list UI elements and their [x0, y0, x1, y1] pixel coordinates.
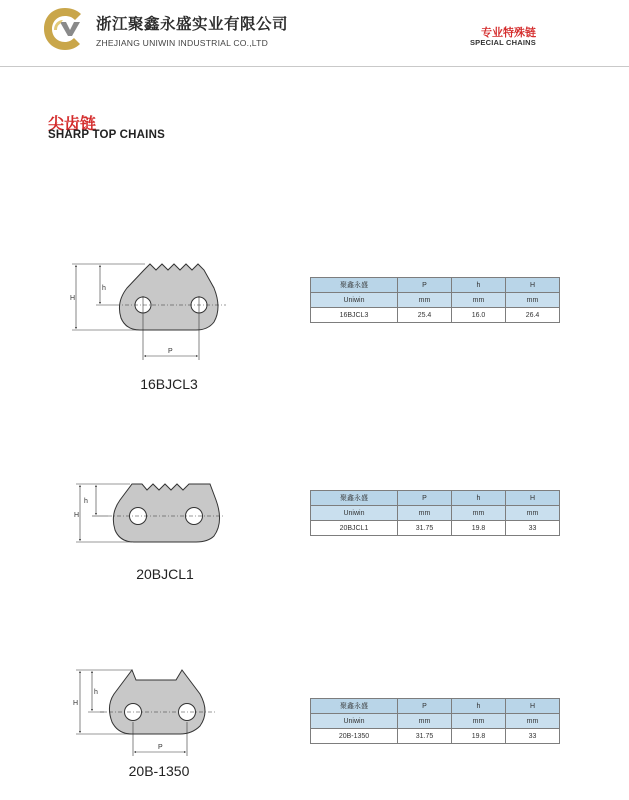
brand-en-cell: Uniwin — [311, 714, 398, 729]
value-cell: 33 — [506, 729, 560, 744]
unit-cell: mm — [452, 506, 506, 521]
model-cell: 16BJCL3 — [311, 308, 398, 323]
chain-drawing-20bjcl1 — [76, 484, 224, 542]
company-name-en: ZHEJIANG UNIWIN INDUSTRIAL CO.,LTD — [96, 38, 268, 48]
spec-table-20bjcl1 — [310, 490, 560, 536]
chain-link-drawing-icon — [109, 670, 205, 734]
unit-cell: mm — [398, 714, 452, 729]
brand-cn-cell: 聚鑫永盛 — [311, 699, 398, 714]
col-header-H: H — [506, 699, 560, 714]
category-title-cn: 专业特殊链 — [481, 27, 536, 39]
value-cell: 19.8 — [452, 521, 506, 536]
dim-label-P: P — [158, 744, 163, 751]
spec-table-20b-1350 — [310, 698, 560, 744]
col-header-P: P — [398, 278, 452, 293]
value-cell: 31.75 — [398, 729, 452, 744]
chain-drawing-16bjcl3 — [72, 264, 226, 360]
company-name-cn: 浙江聚鑫永盛实业有限公司 — [96, 16, 289, 33]
chain-link-drawing-icon — [113, 484, 219, 542]
unit-cell: mm — [452, 714, 506, 729]
col-header-H: H — [506, 278, 560, 293]
chain-link-drawing-icon — [119, 264, 218, 330]
chain-model-caption: 20BJCL1 — [136, 566, 194, 582]
col-header-H: H — [506, 491, 560, 506]
dim-label-H: H — [74, 512, 80, 519]
value-cell: 16.0 — [452, 308, 506, 323]
value-cell: 33 — [506, 521, 560, 536]
dim-label-P: P — [168, 348, 173, 355]
unit-cell: mm — [506, 714, 560, 729]
section-title-cn: 尖齿链 — [48, 116, 97, 133]
category-title-en: SPECIAL CHAINS — [469, 38, 536, 47]
model-cell: 20BJCL1 — [311, 521, 398, 536]
dim-label-h: h — [94, 689, 98, 696]
col-header-h: h — [452, 491, 506, 506]
chain-model-caption: 16BJCL3 — [140, 376, 198, 392]
dim-label-H: H — [70, 295, 76, 302]
unit-cell: mm — [398, 293, 452, 308]
value-cell: 26.4 — [506, 308, 560, 323]
model-cell: 20B-1350 — [311, 729, 398, 744]
brand-en-cell: Uniwin — [311, 506, 398, 521]
unit-cell: mm — [452, 293, 506, 308]
brand-cn-cell: 聚鑫永盛 — [311, 278, 398, 293]
unit-cell: mm — [506, 506, 560, 521]
chain-drawing-20b-1350 — [76, 670, 216, 756]
value-cell: 19.8 — [452, 729, 506, 744]
dim-label-H: H — [73, 700, 79, 707]
brand-cn-cell: 聚鑫永盛 — [311, 491, 398, 506]
chain-model-caption: 20B-1350 — [128, 763, 190, 779]
brand-en-cell: Uniwin — [311, 293, 398, 308]
col-header-P: P — [398, 699, 452, 714]
unit-cell: mm — [506, 293, 560, 308]
col-header-h: h — [452, 699, 506, 714]
value-cell: 31.75 — [398, 521, 452, 536]
col-header-P: P — [398, 491, 452, 506]
unit-cell: mm — [398, 506, 452, 521]
spec-table-16bjcl3 — [310, 277, 560, 323]
value-cell: 25.4 — [398, 308, 452, 323]
dim-label-h: h — [102, 285, 106, 292]
section-title-en: SHARP TOP CHAINS — [48, 129, 165, 141]
col-header-h: h — [452, 278, 506, 293]
dim-label-h: h — [84, 498, 88, 505]
